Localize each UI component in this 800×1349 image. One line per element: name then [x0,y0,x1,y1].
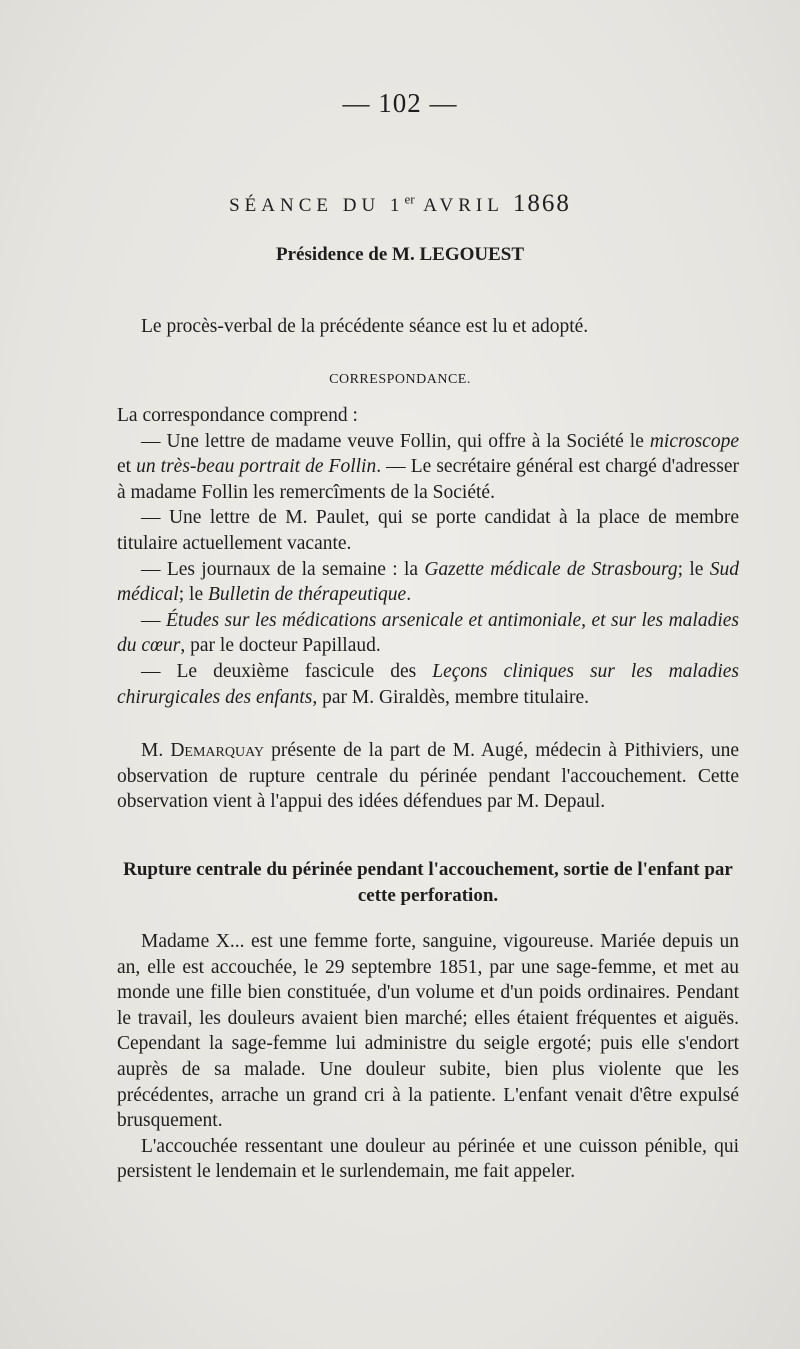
correspondance-item-3 [117,557,739,608]
item3-italic-f: Bulletin de thérapeutique [207,584,407,606]
item5-text-c: , par M. Giraldès, membre titulaire. [312,686,590,708]
item3-text-g: . [406,584,412,606]
item5-italic-b: Leçons cliniques sur les maladies chirurgicales des enfants [117,660,739,708]
observation-paragraph-1: Madame X... est une femme forte, sanguine, vigoureuse. Mariée depuis un an, elle est accouchée, le 29 septembre 1851, par une sage-femme, et met au monde une fille bien constituée, d'un volume et d'un poids ordinaires. Pendant le travail, les douleurs avaient bien marché; elles étaient fréquentes et aiguës. Cependant la sage-femme lui administre du seigle ergoté; puis elle s'endort auprès de sa malade. Une douleur subite, bien plus violente que les précédentes, arrache un grand cri à la patiente. L'enfant venait d'être expulsé brusquement. [117,931,739,1132]
correspondance-intro: La correspondance comprend : [117,405,358,426]
item1-text-a: — Une lettre de madame veuve Follin, qui offre à la Société le [141,430,650,452]
item1-text-c: et [117,456,137,478]
session-month: AVRIL [414,195,513,216]
observation-paragraph-2: L'accouchée ressentant une douleur au périnée et une cuisson pénible, qui persistent le lendemain et le surlendemain, me fait appeler. [117,1135,739,1183]
presidence-heading: Présidence de M. LEGOUEST [275,244,525,265]
observation-body [117,929,739,1185]
demarquay-text [117,738,739,815]
item1-text-e: . — Le secrétaire général est chargé d'adresser à madame Follin les remercîments de la Société. [117,456,739,503]
demarquay-name: Demarquay [170,740,265,761]
page-number: — 102 — [342,88,458,118]
session-day-sup: er [404,191,415,207]
session-year: 1868 [512,190,571,217]
item1-italic-b: microscope [649,430,739,452]
item1-italic-d: un très-beau portrait de Follin [136,456,377,478]
demarquay-m: M. [141,740,171,761]
item3-italic-b: Gazette médicale de Strasbourg [424,558,678,580]
item3-text-a: — Les journaux de la semaine : la [141,558,425,580]
correspondance-section [117,403,739,710]
session-heading [0,190,800,218]
item4-text-c: , par le docteur Papillaud. [180,635,381,657]
item3-text-c: ; le [677,558,710,580]
item3-text-e: ; le [178,584,208,606]
proces-verbal-text: Le procès-verbal de la précédente séance est lu et adopté. [141,316,589,337]
correspondance-heading: CORRESPONDANCE. [329,372,471,387]
demarquay-paragraph [117,738,739,815]
correspondance-item-2: — Une lettre de M. Paulet, qui se porte candidat à la place de membre titulaire actuellement vacante. [117,507,739,554]
item3-italic-d: Sud médical [117,558,739,606]
proces-verbal-paragraph [117,314,739,340]
item4-italic-b: Études sur les médications arsenicale et antimoniale, et sur les maladies du cœur [117,609,740,657]
session-prefix: SÉANCE DU 1 [229,195,405,216]
correspondance-item-4 [117,608,739,659]
item4-text-a: — [141,609,166,631]
correspondance-item-5 [117,659,739,710]
correspondance-item-1 [117,429,739,506]
observation-title: Rupture centrale du périnée pendant l'accouchement, sortie de l'enfant par cette perforation. [123,859,733,906]
demarquay-body: présente de la part de M. Augé, médecin à Pithiviers, une observation de rupture centrale du périnée pendant l'accouchement. Cette observation vient à l'appui des idées défendues par M. Depaul. [117,740,740,813]
item5-text-a: — Le deuxième fascicule des [141,660,433,682]
